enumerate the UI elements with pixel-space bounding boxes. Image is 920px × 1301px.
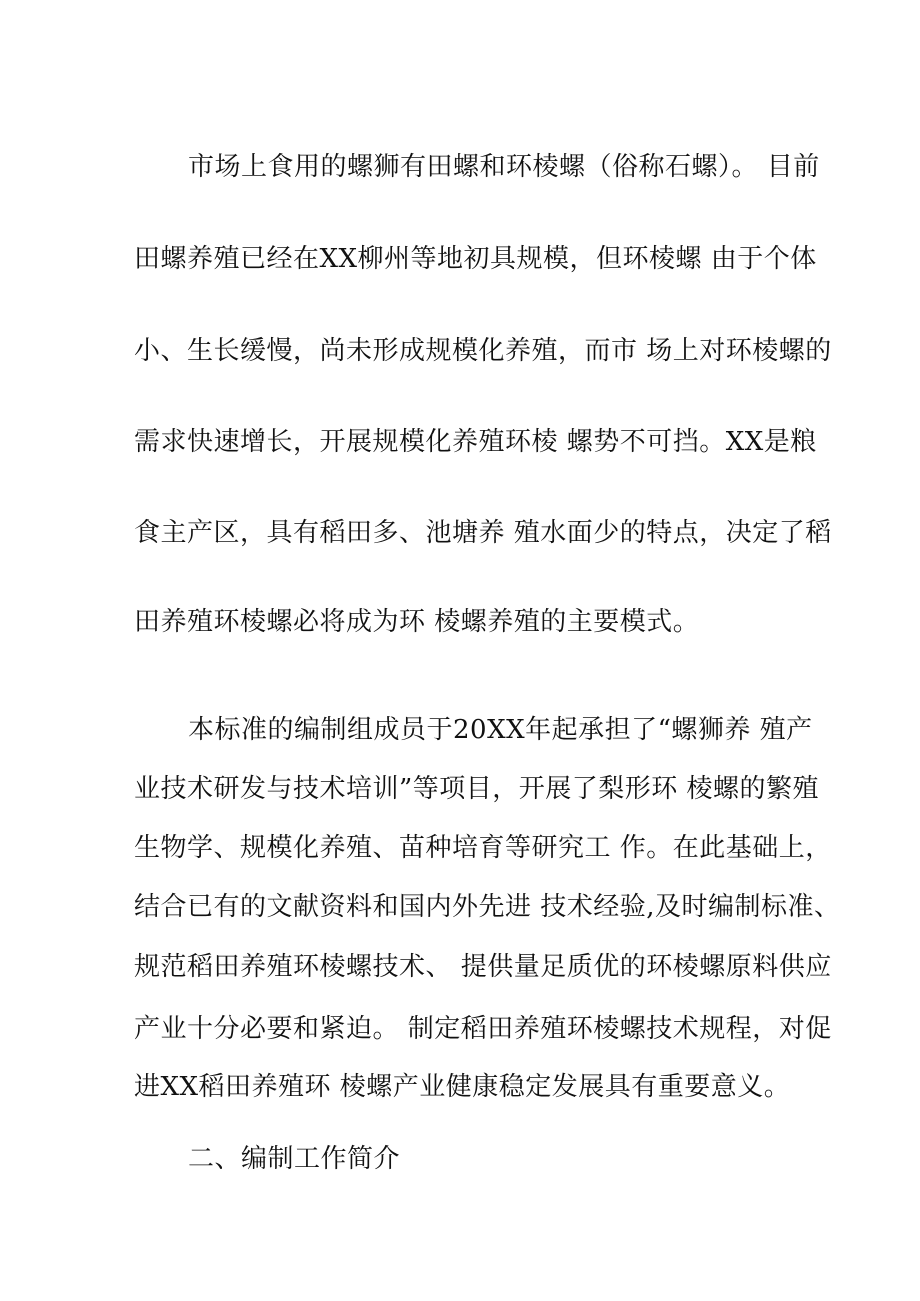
section-heading: 二、编制工作简介	[188, 1144, 401, 1174]
paragraph-2-line-4: 结合已有的文献资料和国内外先进 技术经验,及时编制标准、	[134, 892, 841, 922]
paragraph-2-line-3: 生物学、规模化养殖、苗种培育等研究工 作。在此基础上，	[134, 833, 832, 863]
paragraph-1-line-6: 田养殖环棱螺必将成为环 棱螺养殖的主要模式。	[134, 607, 700, 637]
paragraph-1-line-4: 需求快速增长，开展规模化养殖环棱 螺势不可挡。XX是粮	[134, 427, 817, 457]
paragraph-2-line-2: 业技术研发与技术培训”等项目，开展了梨形环 棱螺的繁殖	[134, 774, 820, 804]
paragraph-2-line-7: 进XX稻田养殖环 棱螺产业健康稳定发展具有重要意义。	[134, 1072, 791, 1102]
paragraph-1-line-3: 小、生长缓慢，尚未形成规模化养殖，而市 场上对环棱螺的	[134, 336, 832, 366]
paragraph-1-line-5: 食主产区，具有稻田多、池塘养 殖水面少的特点，决定了稻	[134, 518, 832, 548]
paragraph-1-line-2: 田螺养殖已经在XX柳州等地初具规模，但环棱螺 由于个体	[134, 244, 817, 274]
paragraph-1-line-1: 市场上食用的螺狮有田螺和环棱螺（俗称石螺）。 目前	[188, 152, 820, 182]
paragraph-2-line-1: 本标准的编制组成员于20XX年起承担了“螺狮养 殖产	[188, 715, 813, 745]
paragraph-2-line-6: 产业十分必要和紧迫。 制定稻田养殖环棱螺技术规程，对促	[134, 1014, 832, 1044]
paragraph-2-line-5: 规范稻田养殖环棱螺技术、 提供量足质优的环棱螺原料供应	[134, 952, 832, 982]
